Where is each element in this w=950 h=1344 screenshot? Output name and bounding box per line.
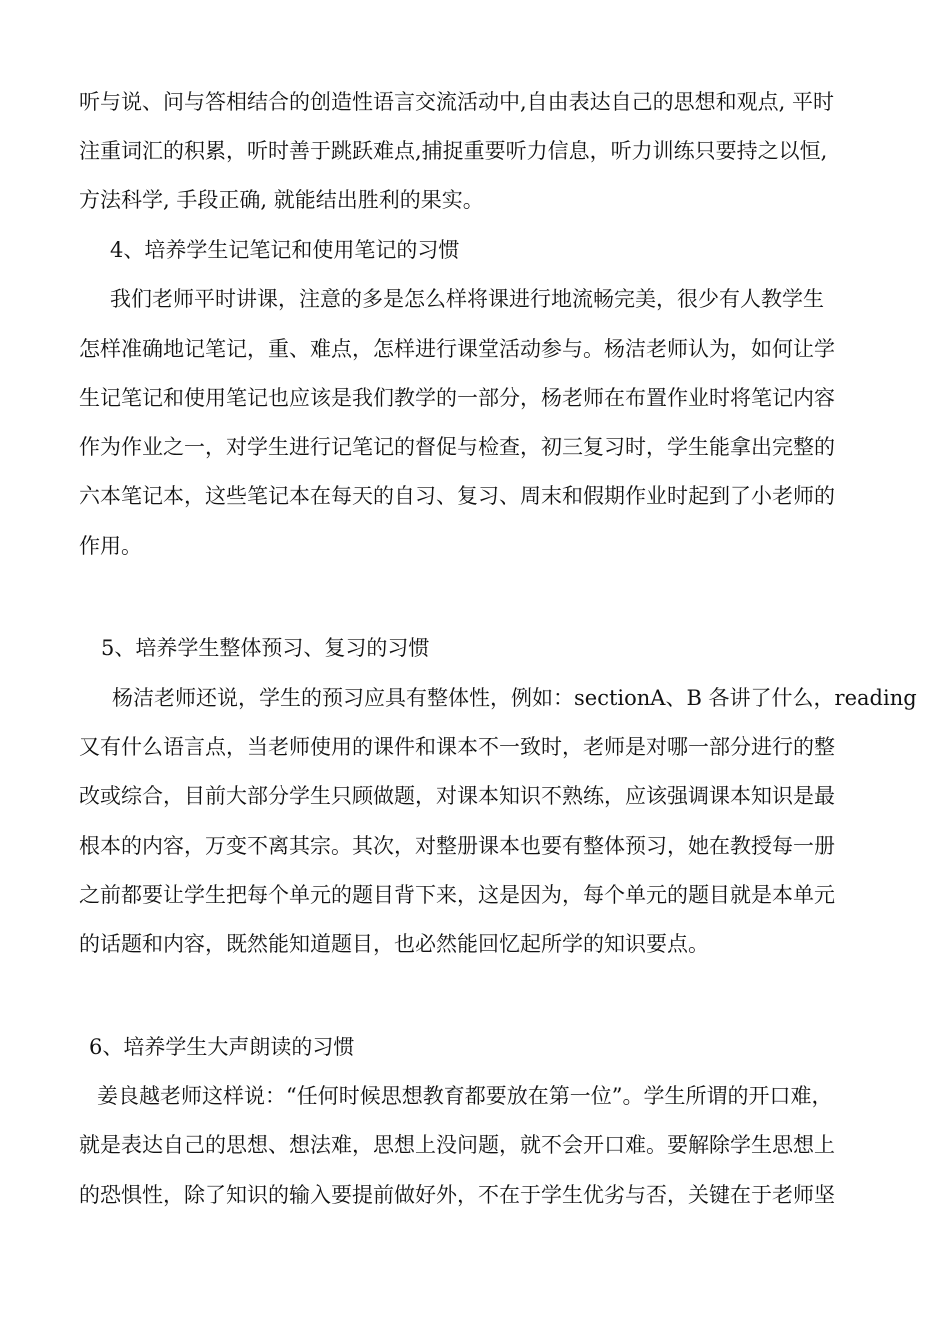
section-4-line: 作用。: [79, 534, 142, 558]
intro-line: 注重词汇的积累，听时善于跳跃难点,捕捉重要听力信息，听力训练只要持之以恒,: [79, 139, 828, 163]
section-5-line: 根本的内容，万变不离其宗。其次，对整册课本也要有整体预习，她在教授每一册: [79, 834, 835, 858]
section-4-line: 六本笔记本，这些笔记本在每天的自习、复习、周末和假期作业时起到了小老师的: [79, 484, 835, 508]
section-5-line: 之前都要让学生把每个单元的题目背下来，这是因为，每个单元的题目就是本单元: [79, 883, 835, 907]
section-4-line: 怎样准确地记笔记，重、难点，怎样进行课堂活动参与。杨洁老师认为，如何让学: [79, 337, 835, 361]
section-5-line: 杨洁老师还说，学生的预习应具有整体性，例如：sectionA、B 各讲了什么，reading: [112, 686, 917, 710]
intro-line: 方法科学, 手段正确, 就能结出胜利的果实。: [79, 188, 484, 212]
section-6-line: 的恐惧性，除了知识的输入要提前做好外，不在于学生优劣与否，关键在于老师坚: [79, 1183, 835, 1207]
section-4-heading: 4、培养学生记笔记和使用笔记的习惯: [110, 238, 460, 262]
section-4-line: 我们老师平时讲课，注意的多是怎么样将课进行地流畅完美，很少有人教学生: [110, 287, 824, 311]
intro-line: 听与说、问与答相结合的创造性语言交流活动中,自由表达自己的思想和观点, 平时: [79, 90, 835, 114]
section-5-line: 的话题和内容，既然能知道题目，也必然能回忆起所学的知识要点。: [79, 932, 709, 956]
section-6-heading: 6、培养学生大声朗读的习惯: [89, 1035, 355, 1059]
section-4-line: 作为作业之一，对学生进行记笔记的督促与检查，初三复习时，学生能拿出完整的: [79, 435, 835, 459]
section-6-line: 姜良越老师这样说：“任何时候思想教育都要放在第一位”。学生所谓的开口难，: [97, 1084, 833, 1108]
section-5-line: 又有什么语言点，当老师使用的课件和课本不一致时，老师是对哪一部分进行的整: [79, 735, 835, 759]
section-4-line: 生记笔记和使用笔记也应该是我们教学的一部分，杨老师在布置作业时将笔记内容: [79, 386, 835, 410]
section-5-heading: 5、培养学生整体预习、复习的习惯: [101, 636, 430, 660]
section-5-line: 改或综合，目前大部分学生只顾做题，对课本知识不熟练，应该强调课本知识是最: [79, 784, 835, 808]
section-6-line: 就是表达自己的思想、想法难，思想上没问题，就不会开口难。要解除学生思想上: [79, 1133, 835, 1157]
